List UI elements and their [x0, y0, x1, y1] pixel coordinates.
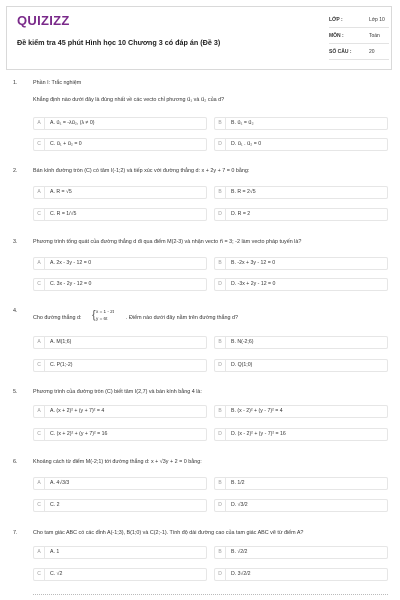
meta-class-label: LỚP :	[329, 17, 343, 23]
meta-class-value: Lớp 10	[369, 17, 385, 23]
question-intro: Phần I: Trắc nghiệm	[33, 80, 82, 86]
option-b[interactable]: B B. (x - 2)² + (y - 7)² = 4	[214, 405, 388, 418]
meta-subject-value: Toán	[369, 33, 380, 39]
question-number: 2.	[13, 168, 18, 174]
meta-count	[329, 49, 389, 62]
question-number: 4.	[13, 308, 18, 314]
option-b[interactable]: B B. u⃗₁ = u⃗₂	[214, 117, 388, 130]
option-d[interactable]: D D. u⃗₁ . u⃗₂ = 0	[214, 138, 388, 151]
option-c[interactable]: C C. u⃗₁ + u⃗₂ = 0	[33, 138, 207, 151]
meta-count-value: 20	[369, 49, 375, 55]
option-b[interactable]: B B. 1/2	[214, 477, 388, 490]
option-c[interactable]: C C. P(1;-2)	[33, 359, 207, 372]
question-text: Phương trình tổng quát của đường thẳng d đi qua điểm M(2-3) và nhận vecto n⃗ = 3; -2 làm vecto pháp tuyến là?	[33, 239, 302, 245]
option-c[interactable]: C C. √2	[33, 568, 207, 581]
question-number: 6.	[13, 459, 18, 465]
question-text-after: . Điểm nào dưới đây nằm trên đường thẳng d?	[126, 315, 238, 321]
option-b[interactable]: B B. -2x + 3y - 12 = 0	[214, 257, 388, 270]
meta-count-label: SỐ CÂU :	[329, 49, 352, 55]
question-number: 3.	[13, 239, 18, 245]
brace-glyph: {	[92, 309, 96, 321]
question-text-before: Cho đường thẳng d:	[33, 315, 82, 321]
option-a[interactable]: A A. 2x - 3y - 12 = 0	[33, 257, 207, 270]
option-d[interactable]: D D. -3x + 2y - 12 = 0	[214, 278, 388, 291]
option-b[interactable]: B B. R = 2√5	[214, 186, 388, 199]
option-c[interactable]: C C. 2	[33, 499, 207, 512]
question-text: Cho tam giác ABC có các đỉnh A(-1;3), B(1;0) và C(2;-1). Tính độ dài đường cao của tam giác ABC vẽ từ điểm A?	[33, 530, 304, 536]
option-a[interactable]: A A. u⃗₁ = -λu⃗₂, (λ ≠ 0)	[33, 117, 207, 130]
option-d[interactable]: D D. √3/2	[214, 499, 388, 512]
option-d[interactable]: D D. Q(1;0)	[214, 359, 388, 372]
parametric-system	[92, 308, 115, 322]
question-number: 1.	[13, 80, 18, 86]
option-c[interactable]: C C. (x + 2)² + (y + 7)² = 16	[33, 428, 207, 441]
question-text: Bán kính đường tròn (C) có tâm I(-1;2) và tiếp xúc với đường thẳng d: x + 2y + 7 = 0 bằng:	[33, 168, 250, 174]
meta-subject	[329, 33, 389, 46]
meta-subject-label: MÔN :	[329, 33, 344, 39]
option-a[interactable]: A A. (x + 2)² + (y + 7)² = 4	[33, 405, 207, 418]
option-a[interactable]: A A. 4√3/3	[33, 477, 207, 490]
system-line-2: y = 6t	[96, 316, 108, 321]
option-a[interactable]: A A. 1	[33, 546, 207, 559]
option-a[interactable]: A A. R = √5	[33, 186, 207, 199]
worksheet-header	[6, 6, 392, 70]
option-d[interactable]: D D. 3√2/2	[214, 568, 388, 581]
option-d[interactable]: D D. (x - 2)² + (y - 7)² = 16	[214, 428, 388, 441]
meta-class	[329, 17, 389, 30]
option-c[interactable]: C C. 3x - 2y - 12 = 0	[33, 278, 207, 291]
quizizz-logo: QUIZIZZ	[17, 13, 70, 28]
option-d[interactable]: D D. R = 2	[214, 208, 388, 221]
question-text: Phương trình của đường tròn (C) biết tâm I(2,7) và bán kính bằng 4 là:	[33, 389, 202, 395]
option-c[interactable]: C C. R = 1/√5	[33, 208, 207, 221]
question-number: 7.	[13, 530, 18, 536]
option-b[interactable]: B B. √2/2	[214, 546, 388, 559]
page-cutoff	[0, 594, 400, 600]
option-a[interactable]: A A. M(1;6)	[33, 336, 207, 349]
question-text: Khoảng cách từ điểm M(-2;1) tới đường thẳng d: x + √3y + 2 = 0 bằng:	[33, 459, 202, 465]
question-text: Khẳng định nào dưới đây là đúng nhất về các vecto chỉ phương u⃗₁ và u⃗₂ của d?	[33, 97, 225, 103]
worksheet-title: Đề kiểm tra 45 phút Hình học 10 Chương 3 có đáp án (Đề 3)	[17, 38, 221, 47]
system-line-1: x = 1 - 2t	[96, 309, 115, 314]
question-number: 5.	[13, 389, 18, 395]
option-b[interactable]: B B. N(-2;6)	[214, 336, 388, 349]
